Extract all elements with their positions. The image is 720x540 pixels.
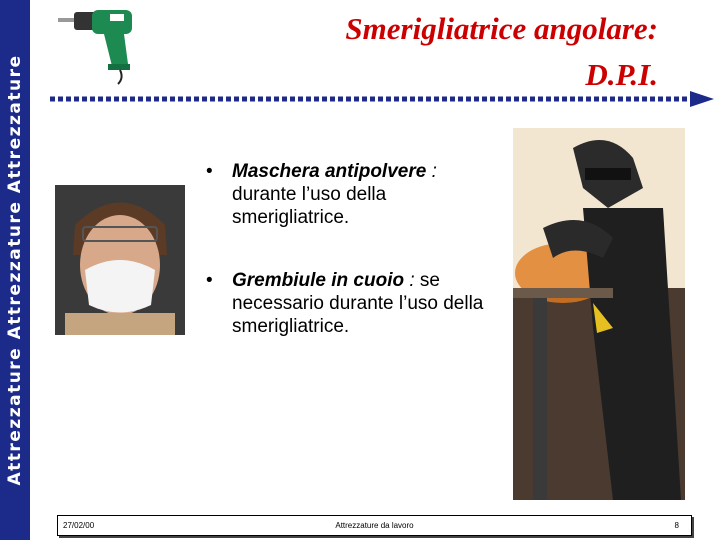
title-line-1: Smerigliatrice angolare: <box>345 11 658 46</box>
sidebar-band <box>0 0 30 540</box>
bullet-text: se necessario durante l’uso della smerigliatrice. <box>232 270 484 337</box>
footer-title: Attrezzature da lavoro <box>335 521 414 530</box>
footer-date: 27/02/00 <box>63 521 95 530</box>
bullet-separator: : <box>404 270 415 291</box>
bullet-list <box>206 160 506 378</box>
bullet-point: • <box>206 270 213 291</box>
footer-page-number: 8 <box>674 521 679 530</box>
bullet-leather-apron <box>206 269 506 338</box>
drill-icon <box>52 8 142 86</box>
slide-title <box>345 6 658 98</box>
bullet-text: durante l’uso della smerigliatrice. <box>232 184 387 228</box>
bullet-separator: : <box>426 161 437 182</box>
bullet-term: Grembiule in cuoio <box>232 270 405 291</box>
bullet-term: Maschera antipolvere <box>232 161 427 182</box>
dust-mask-photo <box>55 185 185 335</box>
worker-grinding-photo <box>513 128 685 500</box>
sidebar-text: Attrezzature Attrezzature Attrezzature <box>5 54 25 486</box>
bullet-dust-mask <box>206 160 506 229</box>
bullet-point: • <box>206 161 213 182</box>
slide-footer <box>57 515 692 536</box>
title-line-2: D.P.I. <box>585 57 658 92</box>
dotted-arrow-divider <box>50 88 714 110</box>
